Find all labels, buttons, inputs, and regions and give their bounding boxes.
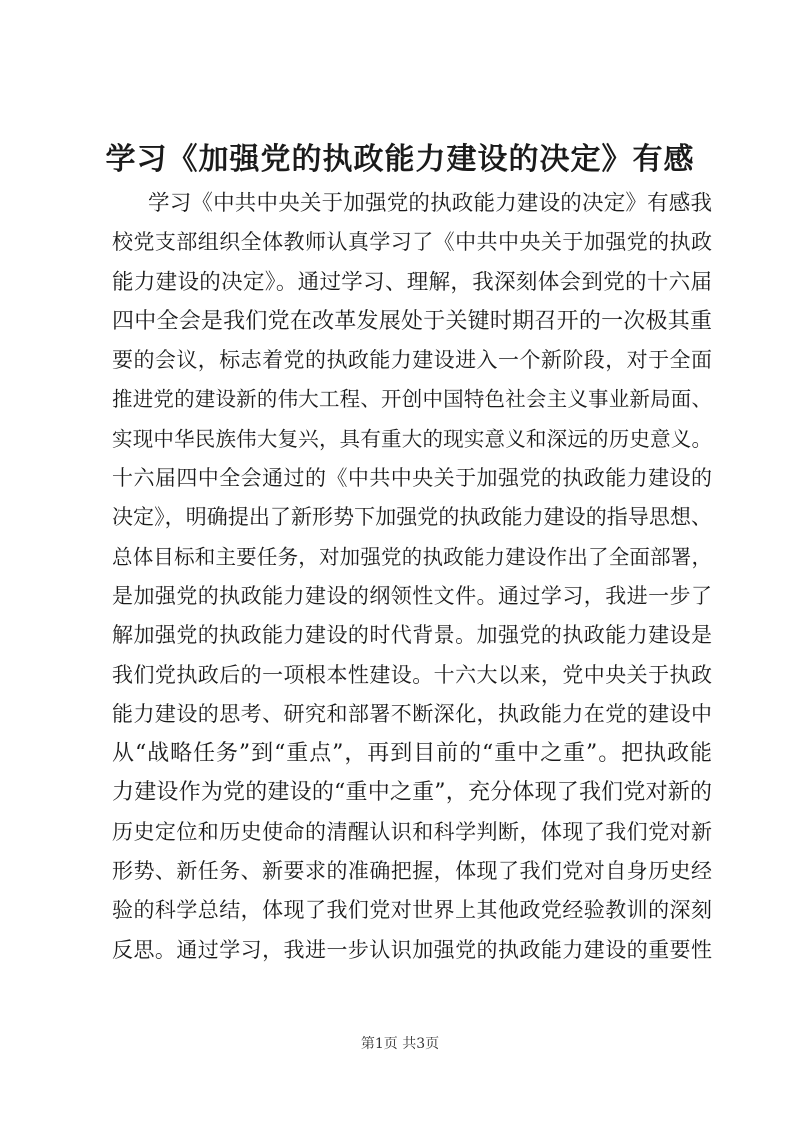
body-line: 四中全会是我们党在改革发展处于关键时期召开的一次极其重 (112, 308, 712, 334)
body-line: 历史定位和历史使命的清醒认识和科学判断，体现了我们党对新 (112, 819, 712, 844)
body-line: 形势、新任务、新要求的准确把握，体现了我们党对自身历史经 (112, 859, 712, 884)
document-title: 学习《加强党的执政能力建设的决定》有感 (105, 142, 695, 177)
body-line: 总体目标和主要任务，对加强党的执政能力建设作出了全面部署， (112, 544, 712, 569)
body-line: 要的会议，标志着党的执政能力建设进入一个新阶段，对于全面 (112, 348, 712, 373)
body-line: 十六届四中全会通过的《中共中央关于加强党的执政能力建设的 (112, 466, 712, 491)
body-line: 力建设作为党的建设的“重中之重”，充分体现了我们党对新的 (112, 780, 712, 806)
body-line: 能力建设的思考、研究和部署不断深化，执政能力在党的建设中 (112, 701, 712, 726)
body-line: 从“战略任务”到“重点”，再到目前的“重中之重”。把执政能 (112, 741, 712, 767)
body-line: 能力建设的决定》。通过学习、理解，我深刻体会到党的十六届 (112, 269, 712, 295)
body-line: 推进党的建设新的伟大工程、开创中国特色社会主义事业新局面、 (112, 387, 712, 412)
body-line: 实现中华民族伟大复兴，具有重大的现实意义和深远的历史意义。 (112, 426, 712, 451)
body-line: 我们党执政后的一项根本性建设。十六大以来，党中央关于执政 (112, 662, 712, 687)
document-body (112, 184, 712, 970)
body-line: 是加强党的执政能力建设的纲领性文件。通过学习，我进一步了 (112, 583, 712, 608)
body-line: 决定》，明确提出了新形势下加强党的执政能力建设的指导思想、 (112, 505, 712, 530)
body-line: 反思。通过学习，我进一步认识加强党的执政能力建设的重要性 (112, 937, 712, 962)
body-line: 验的科学总结，体现了我们党对世界上其他政党经验教训的深刻 (112, 898, 712, 923)
page-number-footer: 第1页 共3页 (360, 1036, 440, 1052)
body-line: 学习《中共中央关于加强党的执政能力建设的决定》有感我 (148, 191, 712, 216)
body-line: 校党支部组织全体教师认真学习了《中共中央关于加强党的执政 (112, 230, 712, 255)
body-line: 解加强党的执政能力建设的时代背景。加强党的执政能力建设是 (112, 623, 712, 648)
